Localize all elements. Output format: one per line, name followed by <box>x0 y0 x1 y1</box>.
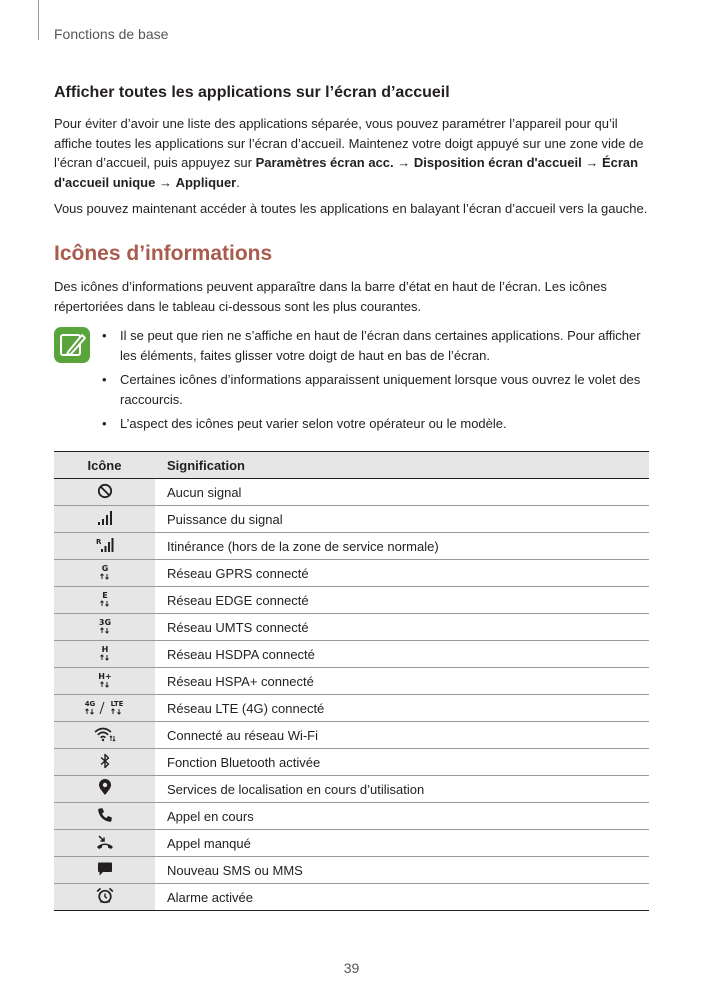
note-list <box>98 326 658 439</box>
heading-info-icons: Icônes d’informations <box>54 242 273 265</box>
menu-path-1: Paramètres écran acc. <box>255 155 394 170</box>
gprs-icon <box>97 563 113 584</box>
row-label: Connecté au réseau Wi-Fi <box>155 722 649 749</box>
svg-text:R: R <box>95 537 101 546</box>
table-row <box>54 614 649 641</box>
section-header: Fonctions de base <box>54 26 169 42</box>
list-item: • Certaines icônes d’informations apparaissent uniquement lorsque vous ouvrez le volet des raccourcis. <box>102 372 641 407</box>
paragraph-intro: Des icônes d’informations peuvent apparaître dans la barre d’état en haut de l’écran. Les icônes répertoriées dans le tableau ci-dessous sont les plus courantes. <box>54 279 607 314</box>
alarm-icon <box>96 887 114 907</box>
table-row <box>54 560 649 587</box>
lte-icon <box>82 698 128 719</box>
table-row <box>54 749 649 776</box>
table-row <box>54 857 649 884</box>
svg-text:G: G <box>101 563 108 573</box>
hspa-plus-icon <box>96 671 114 692</box>
row-label: Appel manqué <box>155 830 649 857</box>
icons-table <box>54 451 649 911</box>
svg-text:LTE: LTE <box>110 699 123 708</box>
table-row <box>54 830 649 857</box>
umts-icon <box>96 617 114 638</box>
row-label: Réseau HSDPA connecté <box>155 641 649 668</box>
row-label: Services de localisation en cours d’utilisation <box>155 776 649 803</box>
roaming-icon <box>96 537 114 556</box>
signal-strength-icon <box>97 510 113 529</box>
table-row <box>54 506 649 533</box>
svg-text:H+: H+ <box>97 671 112 681</box>
bluetooth-icon <box>99 753 111 772</box>
pencil-note-icon <box>54 327 90 363</box>
row-label: Puissance du signal <box>155 506 649 533</box>
row-label: Fonction Bluetooth activée <box>155 749 649 776</box>
row-label: Alarme activée <box>155 884 649 911</box>
table-row <box>54 695 649 722</box>
missed-call-icon <box>96 834 114 853</box>
table-row <box>54 776 649 803</box>
row-label: Réseau EDGE connecté <box>155 587 649 614</box>
row-label: Aucun signal <box>155 479 649 506</box>
paragraph-result: Vous pouvez maintenant accéder à toutes les applications en balayant l’écran d’accueil vers la gauche. <box>54 201 648 216</box>
row-label: Réseau GPRS connecté <box>155 560 649 587</box>
row-label: Réseau HSPA+ connecté <box>155 668 649 695</box>
section-title: Afficher toutes les applications sur l’écran d’accueil <box>54 84 450 101</box>
paragraph-instructions: Pour éviter d’avoir une liste des applications séparée, vous pouvez paramétrer l’appareil pour qu’il affiche toutes les applications sur l’écran d’accueil. Maintenez votre doigt appuyé sur une zone vide de l’écran d’accueil, puis appuyez sur Paramètres écran acc. → Disposition écran d'accueil → Écran d'accueil unique → Appliquer. <box>54 116 644 190</box>
svg-text:4G: 4G <box>84 699 95 708</box>
table-row <box>54 722 649 749</box>
column-header-meaning: Signification <box>155 452 649 479</box>
table-row <box>54 587 649 614</box>
message-icon <box>97 861 113 880</box>
row-label: Appel en cours <box>155 803 649 830</box>
list-item: • Il se peut que rien ne s’affiche en haut de l’écran dans certaines applications. Pour afficher les éléments, faites glisser votre doigt de haut en bas de l’écran. <box>102 328 641 363</box>
svg-text:H: H <box>101 644 108 654</box>
table-row <box>54 641 649 668</box>
column-header-icon: Icône <box>54 452 155 479</box>
row-label: Nouveau SMS ou MMS <box>155 857 649 884</box>
table-row <box>54 803 649 830</box>
row-label: Itinérance (hors de la zone de service normale) <box>155 533 649 560</box>
row-label: Réseau LTE (4G) connecté <box>155 695 649 722</box>
row-label: Réseau UMTS connecté <box>155 614 649 641</box>
menu-path-2: Disposition écran d'accueil <box>413 155 582 170</box>
location-icon <box>98 779 112 799</box>
wifi-icon <box>94 726 116 745</box>
no-signal-icon <box>97 483 113 502</box>
svg-text:3G: 3G <box>98 617 111 627</box>
table-row <box>54 479 649 506</box>
menu-path-3: Écran d'accueil unique <box>54 155 639 190</box>
hsdpa-icon <box>97 644 113 665</box>
call-icon <box>97 807 113 826</box>
table-header-row <box>54 452 649 479</box>
menu-path-4: Appliquer <box>175 174 237 190</box>
header-divider <box>38 0 39 40</box>
list-item: • L’aspect des icônes peut varier selon votre opérateur ou le modèle. <box>102 416 507 431</box>
table-row <box>54 533 649 560</box>
page-number: 39 <box>343 960 360 976</box>
table-row <box>54 668 649 695</box>
svg-text:E: E <box>101 590 108 600</box>
edge-icon <box>97 590 113 611</box>
table-row <box>54 884 649 911</box>
